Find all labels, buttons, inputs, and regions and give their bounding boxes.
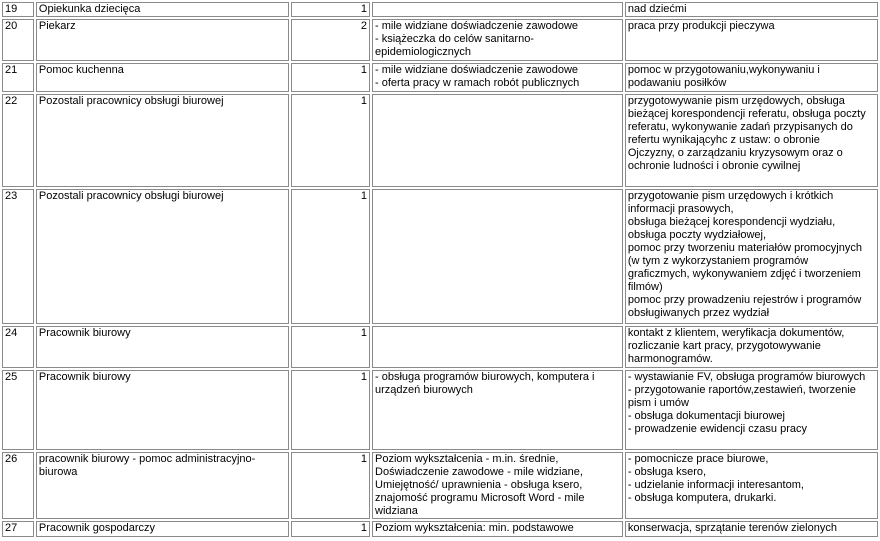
row-number: 19: [2, 2, 34, 17]
requirements: [372, 94, 623, 187]
job-title: Piekarz: [36, 19, 289, 61]
table-row: [2, 370, 878, 450]
duties: pomoc w przygotowaniu,wykonywaniu i podawaniu posiłków: [625, 63, 878, 92]
job-title: Pracownik gospodarczy: [36, 521, 289, 537]
vacancy-count: 1: [291, 189, 370, 324]
table-row: [2, 63, 878, 92]
duties: przygotowanie pism urzędowych i krótkich informacji prasowych, obsługa bieżącej korespondencji wydziału, obsługa poczty wydziałowej, pomoc przy tworzeniu materiałów promocyjnych (w tym z wykorzystaniem programów graficzmych, wykonywaniem zdjęć i tworzeniem filmów) pomoc przy prowadzeniu rejestrów i programów obsługiwanych przez wydział: [625, 189, 878, 324]
duties: przygotowywanie pism urzędowych, obsługa bieżącej korespondencji referatu, obsługa poczty referatu, wykonywanie zadań przypisanych do refertu wynikającyhc z ustaw: o obronie Ojczyzny, o zarządzaniu kryzysowym oraz o ochronie ludności i obronie cywilnej: [625, 94, 878, 187]
duties: praca przy produkcji pieczywa: [625, 19, 878, 61]
row-number: 22: [2, 94, 34, 187]
vacancy-count: 1: [291, 452, 370, 519]
vacancy-count: 1: [291, 521, 370, 537]
requirements: - mile widziane doświadczenie zawodowe - oferta pracy w ramach robót publicznych: [372, 63, 623, 92]
vacancy-count: 1: [291, 94, 370, 187]
requirements: - obsługa programów biurowych, komputera i urządzeń biurowych: [372, 370, 623, 450]
row-number: 23: [2, 189, 34, 324]
requirements: [372, 326, 623, 368]
job-title: Pracownik biurowy: [36, 370, 289, 450]
duties: - pomocnicze prace biurowe, - obsługa ksero, - udzielanie informacji interesantom, - obsługa komputera, drukarki.: [625, 452, 878, 519]
table-row: [2, 452, 878, 519]
table-row: [2, 326, 878, 368]
requirements: - mile widziane doświadczenie zawodowe - książeczka do celów sanitarno- epidemiologicznych: [372, 19, 623, 61]
table-row: [2, 2, 878, 17]
requirements: Poziom wykształcenia: min. podstawowe: [372, 521, 623, 537]
vacancy-count: 1: [291, 370, 370, 450]
job-title: Opiekunka dziecięca: [36, 2, 289, 17]
job-title: Pracownik biurowy: [36, 326, 289, 368]
row-number: 26: [2, 452, 34, 519]
job-title: pracownik biurowy - pomoc administracyjno- biurowa: [36, 452, 289, 519]
table-row: [2, 521, 878, 537]
vacancy-count: 1: [291, 63, 370, 92]
row-number: 24: [2, 326, 34, 368]
vacancy-count: 2: [291, 19, 370, 61]
row-number: 20: [2, 19, 34, 61]
table-row: [2, 19, 878, 61]
row-number: 27: [2, 521, 34, 537]
table-row: [2, 94, 878, 187]
vacancy-count: 1: [291, 326, 370, 368]
requirements: [372, 2, 623, 17]
duties: konserwacja, sprzątanie terenów zielonych: [625, 521, 878, 537]
table-row: [2, 189, 878, 324]
duties: nad dziećmi: [625, 2, 878, 17]
row-number: 25: [2, 370, 34, 450]
job-title: Pozostali pracownicy obsługi biurowej: [36, 189, 289, 324]
duties: kontakt z klientem, weryfikacja dokumentów, rozliczanie kart pracy, przygotowywanie harmonogramów.: [625, 326, 878, 368]
requirements: Poziom wykształcenia - m.in. średnie, Doświadczenie zawodowe - mile widziane, Umiejętność/ uprawnienia - obsługa ksero, znajomość programu Microsoft Word - mile widziana: [372, 452, 623, 519]
vacancy-count: 1: [291, 2, 370, 17]
job-title: Pomoc kuchenna: [36, 63, 289, 92]
requirements: [372, 189, 623, 324]
row-number: 21: [2, 63, 34, 92]
job-title: Pozostali pracownicy obsługi biurowej: [36, 94, 289, 187]
duties: - wystawianie FV, obsługa programów biurowych - przygotowanie raportów,zestawień, tworzenie pism i umów - obsługa dokumentacji biurowej - prowadzenie ewidencji czasu pracy: [625, 370, 878, 450]
